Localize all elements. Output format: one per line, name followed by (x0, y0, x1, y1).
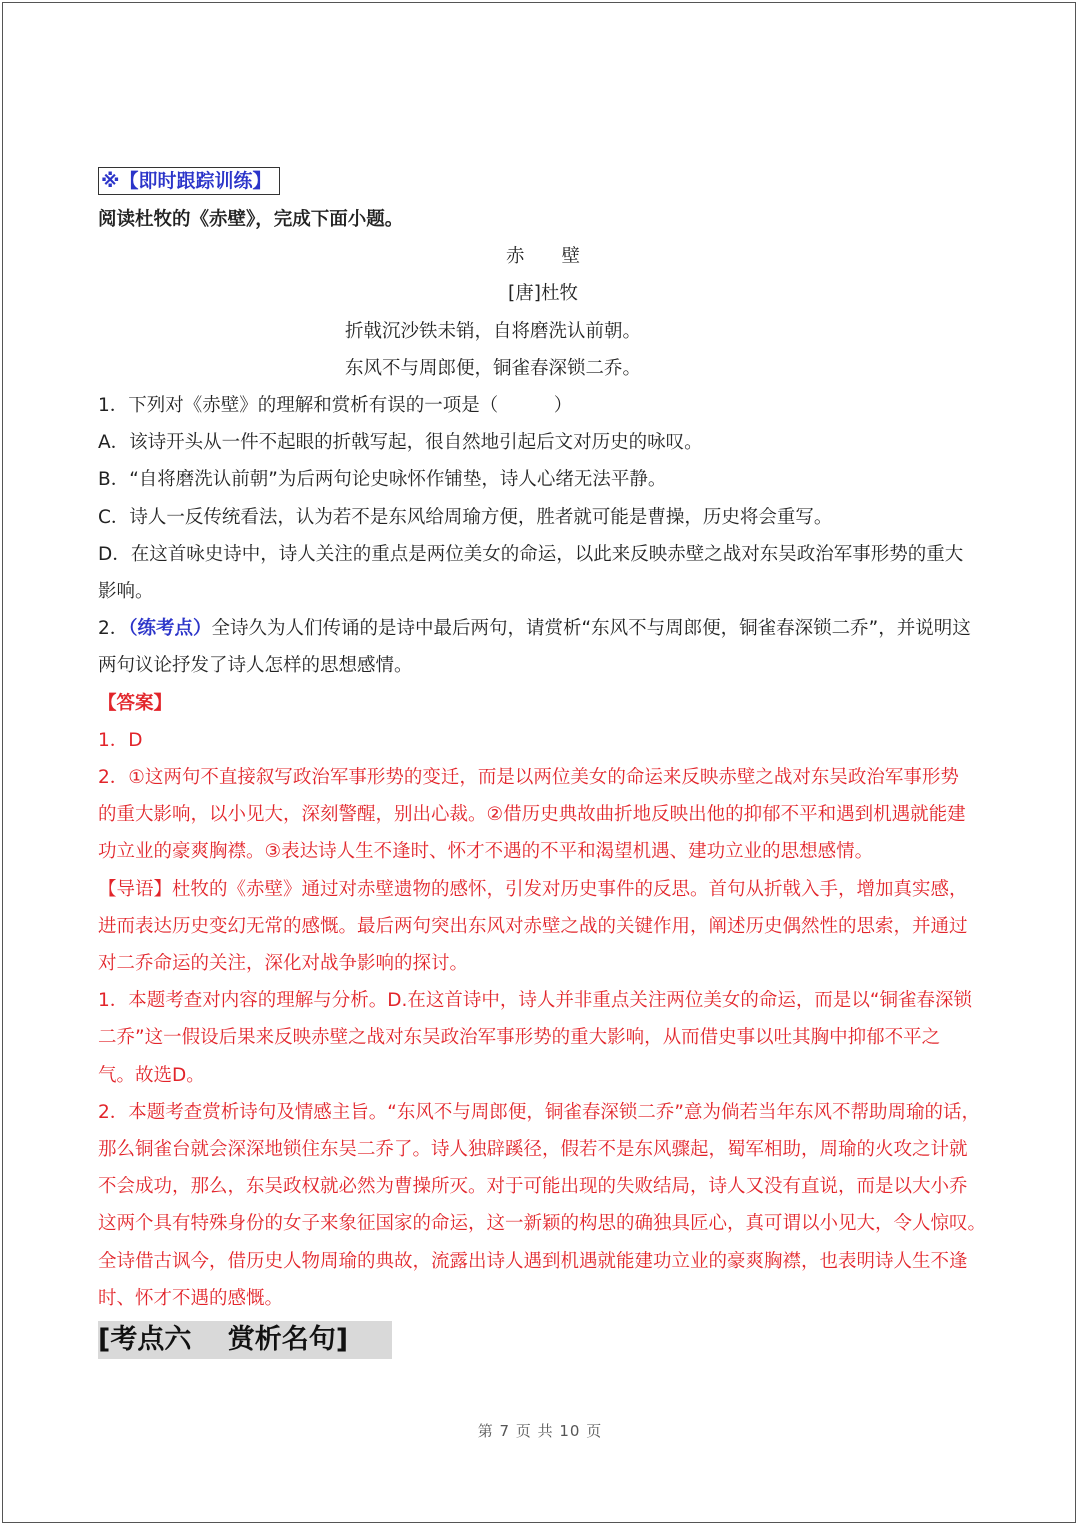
answer-label: 【答案】 (98, 692, 173, 714)
question-2-cont: 两句议论抒发了诗人怎样的思想感情。 (98, 655, 413, 677)
question-2-hint: （练考点） (128, 618, 212, 640)
question-1-stem: 1．下列对《赤壁》的理解和赏析有误的一项是（ ） (98, 395, 573, 417)
answer-2-line-1: 2．①这两句不直接叙写政治军事形势的变迁，而是以两位美女的命运来反映赤壁之战对东吴政治军事形势 (98, 767, 959, 789)
training-badge: ※【即时跟踪训练】 (98, 167, 280, 195)
explain-1-line-3: 气。故选D。 (98, 1064, 205, 1086)
explain-2-line-4: 这两个具有特殊身份的女子来象征国家的命运，这一新颖的构思的确独具匠心，真可谓以小见大，令人惊叹。 (98, 1213, 987, 1235)
guide-line-3: 对二乔命运的关注，深化对战争影响的探讨。 (98, 953, 469, 975)
poem-line-2: 东风不与周郎便，铜雀春深锁二乔。 (344, 357, 641, 379)
explain-1-line-1: 1．本题考查对内容的理解与分析。D.在这首诗中，诗人并非重点关注两位美女的命运，而是以“铜雀春深锁 (98, 990, 972, 1012)
explain-2-line-2: 那么铜雀台就会深深地锁住东吴二乔了。诗人独辟蹊径，假若不是东风骤起，蜀军相助，周瑜的火攻之计就 (98, 1139, 968, 1161)
guide-line-1: 【导语】杜牧的《赤壁》通过对赤壁遗物的感怀，引发对历史事件的反思。首句从折戟入手，增加真实感， (98, 878, 968, 900)
explain-1-line-2: 二乔”这一假设后果来反映赤壁之战对东吴政治军事形势的重大影响，从而借史事以吐其胸中抑郁不平之 (98, 1027, 941, 1049)
answer-2-line-2: 的重大影响，以小见大，深刻警醒，别出心裁。②借历史典故曲折地反映出他的抑郁不平和遇到机遇就能建 (98, 804, 966, 826)
question-1-option-c: C．诗人一反传统看法，认为若不是东风给周瑜方便，胜者就可能是曹操，历史将会重写。 (98, 506, 833, 528)
document-body (98, 164, 998, 1359)
explain-2-line-3: 不会成功，那么，东吴政权就必然为曹操所灭。对于可能出现的失败结局，诗人又没有直说，而是以大小乔 (98, 1176, 968, 1198)
poem-title: 赤 壁 (505, 246, 580, 268)
answer-1: 1．D (98, 729, 143, 751)
page-number: 第 7 页 共 10 页 (477, 1422, 603, 1440)
question-2 (98, 610, 998, 647)
explain-2-line-1: 2．本题考查赏析诗句及情感主旨。“东风不与周郎便，铜雀春深锁二乔”意为倘若当年东风不帮助周瑜的话， (98, 1101, 980, 1123)
question-2-text: 全诗久为人们传诵的是诗中最后两句，请赏析“东风不与周郎便，铜雀春深锁二乔”，并说明这 (211, 618, 971, 640)
guide-line-2: 进而表达历史变幻无常的感慨。最后两句突出东风对赤壁之战的关键作用，阐述历史偶然性的思索，并通过 (98, 915, 968, 937)
question-1-option-d-cont: 影响。 (98, 581, 154, 603)
section-heading: [考点六 赏析名句] (98, 1321, 392, 1359)
training-badge-row (98, 164, 998, 201)
question-1-option-a: A．该诗开头从一件不起眼的折戟写起，很自然地引起后文对历史的咏叹。 (98, 432, 703, 454)
poem-line-1: 折戟沉沙铁未销，自将磨洗认前朝。 (344, 320, 641, 342)
reading-instruction: 阅读杜牧的《赤壁》，完成下面小题。 (98, 209, 404, 230)
question-1-option-b: B．“自将磨洗认前朝”为后两句论史咏怀作铺垫，诗人心绪无法平静。 (98, 469, 667, 491)
explain-2-line-5: 全诗借古讽今，借历史人物周瑜的典故，流露出诗人遇到机遇就能建功立业的豪爽胸襟，也表明诗人生不逢 (98, 1250, 968, 1272)
question-1-option-d: D．在这首咏史诗中，诗人关注的重点是两位美女的命运，以此来反映赤壁之战对东吴政治军事形势的重大 (98, 543, 964, 565)
question-2-number: 2． (98, 618, 129, 640)
answer-2-line-3: 功立业的豪爽胸襟。③表达诗人生不逢时、怀才不遇的不平和渴望机遇、建功立业的思想感情。 (98, 841, 874, 863)
poem-author: [唐]杜牧 (508, 283, 578, 305)
section-heading-row (98, 1317, 998, 1359)
explain-2-line-6: 时、怀才不遇的感慨。 (98, 1287, 284, 1309)
